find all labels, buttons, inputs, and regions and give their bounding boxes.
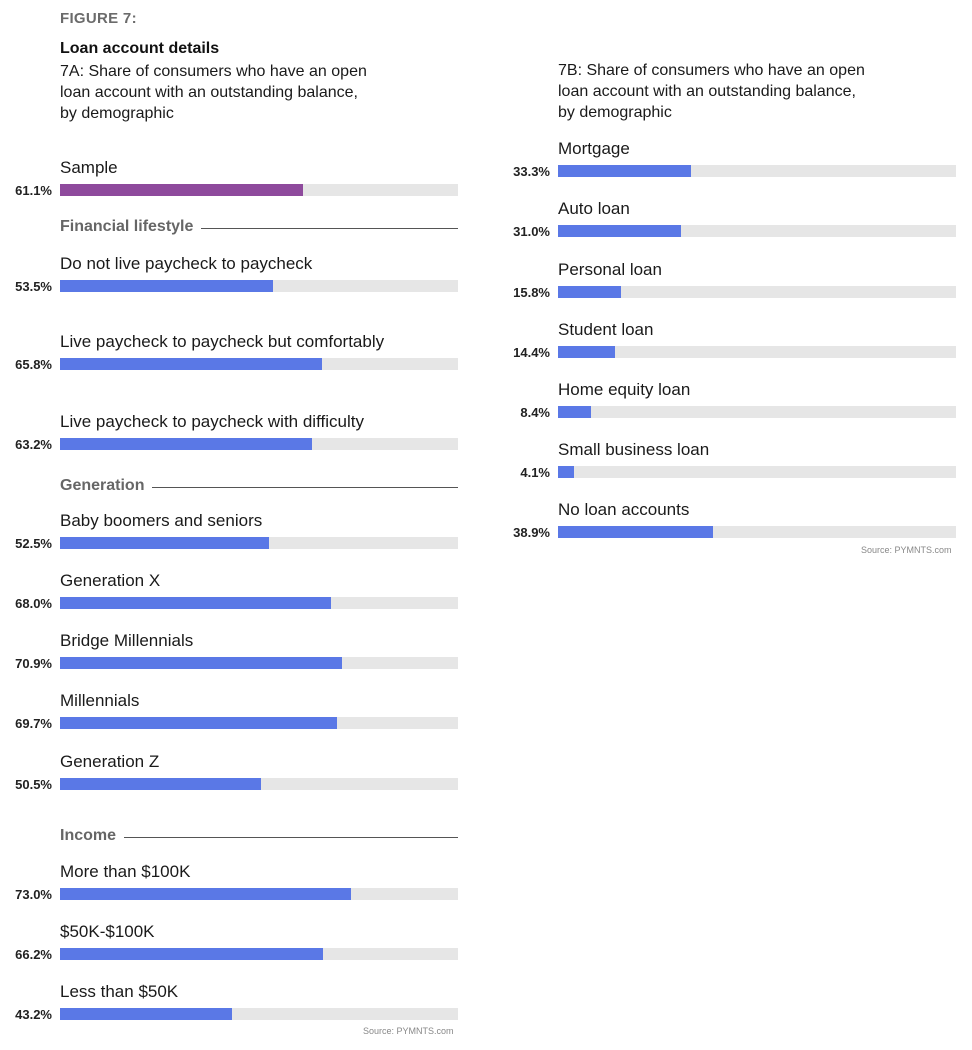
bar-track	[60, 657, 458, 669]
value-label: 73.0%	[15, 887, 52, 902]
category-label: Live paycheck to paycheck with difficulty	[60, 412, 364, 431]
subtitle-line: by demographic	[60, 105, 174, 122]
bar-track	[558, 466, 956, 478]
bar-track	[558, 526, 956, 538]
bar-track	[60, 948, 458, 960]
group-heading: Income	[60, 827, 124, 845]
category-label: Mortgage	[558, 139, 630, 158]
category-label: Small business loan	[558, 440, 710, 459]
category-label: More than $100K	[60, 862, 191, 881]
value-label: 33.3%	[513, 164, 550, 179]
bar	[558, 526, 713, 538]
value-label: 63.2%	[15, 437, 52, 452]
bar	[60, 1008, 232, 1020]
category-label: Bridge Millennials	[60, 631, 194, 650]
bar	[60, 358, 322, 370]
value-label: 69.7%	[15, 716, 52, 731]
bar	[60, 717, 337, 729]
category-label: Auto loan	[558, 199, 630, 218]
category-label: Home equity loan	[558, 380, 691, 399]
bar-track	[60, 717, 458, 729]
category-label: Student loan	[558, 320, 654, 339]
category-label: Less than $50K	[60, 982, 179, 1001]
bar	[60, 888, 351, 900]
bar	[60, 438, 312, 450]
bar-track	[558, 406, 956, 418]
bar	[60, 597, 331, 609]
subtitle-line: 7A: Share of consumers who have an open	[60, 63, 367, 80]
value-label: 38.9%	[513, 525, 550, 540]
subtitle-line: loan account with an outstanding balance,	[60, 84, 358, 101]
figure-title: Loan account details	[60, 40, 220, 57]
subtitle-line: loan account with an outstanding balance,	[558, 83, 856, 100]
value-label: 31.0%	[513, 224, 550, 239]
panel-a-subtitle	[60, 61, 367, 124]
bar-track	[60, 778, 458, 790]
subtitle-line: by demographic	[558, 104, 672, 121]
category-label: Baby boomers and seniors	[60, 511, 263, 530]
value-label: 52.5%	[15, 536, 52, 551]
category-label: Do not live paycheck to paycheck	[60, 254, 313, 273]
bar	[558, 286, 621, 298]
bar-track	[60, 888, 458, 900]
bar	[60, 948, 323, 960]
value-label: 61.1%	[15, 183, 52, 198]
bar-track	[60, 280, 458, 292]
bar	[60, 280, 273, 292]
source-note-b: Source: PYMNTS.com	[861, 545, 952, 555]
subtitle-line: 7B: Share of consumers who have an open	[558, 62, 865, 79]
value-label: 43.2%	[15, 1007, 52, 1022]
bar-track	[60, 597, 458, 609]
value-label: 8.4%	[520, 405, 550, 420]
bar-track	[558, 165, 956, 177]
value-label: 15.8%	[513, 285, 550, 300]
value-label: 66.2%	[15, 947, 52, 962]
source-note-a: Source: PYMNTS.com	[363, 1026, 454, 1036]
bar-track	[60, 358, 458, 370]
bar	[60, 537, 269, 549]
value-label: 14.4%	[513, 345, 550, 360]
value-label: 68.0%	[15, 596, 52, 611]
bar	[558, 346, 615, 358]
category-label: Generation X	[60, 571, 161, 590]
bar	[60, 184, 303, 196]
category-label: Live paycheck to paycheck but comfortably	[60, 332, 385, 351]
bar	[60, 657, 342, 669]
value-label: 50.5%	[15, 777, 52, 792]
bar	[558, 165, 691, 177]
category-label: Personal loan	[558, 260, 662, 279]
bar-track	[60, 1008, 458, 1020]
bar	[558, 466, 574, 478]
category-label: No loan accounts	[558, 500, 690, 519]
bar-track	[60, 438, 458, 450]
category-label: Sample	[60, 158, 118, 177]
category-label: Millennials	[60, 691, 140, 710]
bar	[60, 778, 261, 790]
bar	[558, 406, 591, 418]
value-label: 4.1%	[520, 465, 550, 480]
group-heading: Financial lifestyle	[60, 218, 201, 236]
bar-track	[558, 225, 956, 237]
group-heading: Generation	[60, 477, 152, 495]
bar-track	[558, 346, 956, 358]
bar-track	[60, 537, 458, 549]
category-label: Generation Z	[60, 752, 160, 771]
bar	[558, 225, 681, 237]
value-label: 53.5%	[15, 279, 52, 294]
bar-track	[558, 286, 956, 298]
bar-track	[60, 184, 458, 196]
panel-b-subtitle	[558, 60, 865, 123]
value-label: 65.8%	[15, 357, 52, 372]
category-label: $50K-$100K	[60, 922, 155, 941]
figure-label: FIGURE 7:	[60, 10, 137, 27]
value-label: 70.9%	[15, 656, 52, 671]
